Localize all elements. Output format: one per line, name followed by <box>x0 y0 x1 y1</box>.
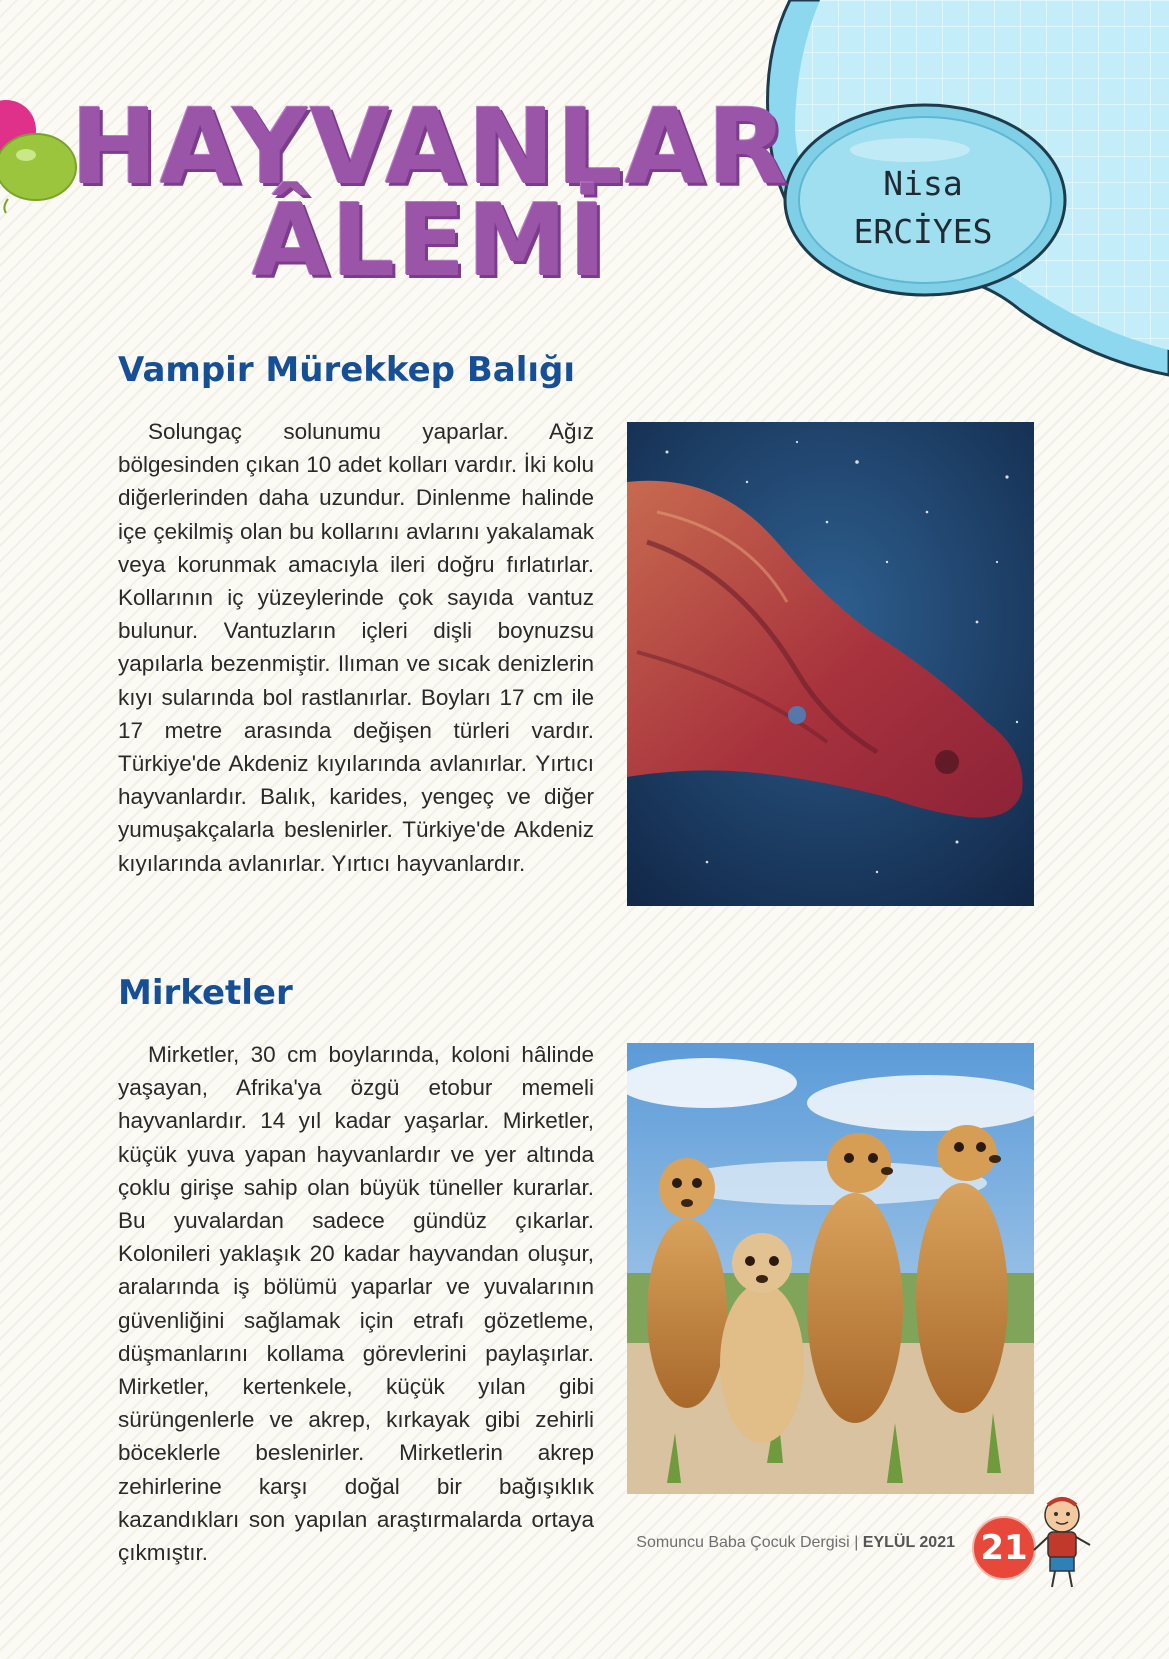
page-title-line2: ÂLEMİ <box>251 182 609 299</box>
section-text-meerkats: Mirketler, 30 cm boylarında, koloni hâlinde yaşayan, Afrika'ya özgü etobur memeli hayvanlardır. 14 yıl kadar yaşarlar. Mirketler, küçük yuva yapan hayvanlardır ve yer altında çoklu girişe sahip olan büyük tüneller kurarlar. Bu yuvalardan sadece gündüz çıkarlar. Kolonileri yaklaşık 20 kadar hayvandan oluşur, aralarında iş bölümü yaparlar ve yuvalarının güvenliğini sağlamak için etrafı gözetleme, düşmanlarını kollama görevlerini paylaşırlar. Mirketler, kertenkele, küçük yılan gibi sürüngenlerle ve akrep, kırkayak gibi zehirli böceklerle beslenirler. Mirketlerin akrep zehirlerine karşı doğal bir bağışıklık kazandıkları son yapılan araştırmalarda ortaya çıkmıştır. <box>118 1042 594 1566</box>
section-heading-squid: Vampir Mürekkep Balığı <box>118 350 575 390</box>
footer-magazine-line <box>560 1534 955 1552</box>
footer-magazine-name: Somuncu Baba Çocuk Dergisi <box>636 1534 850 1551</box>
vampire-squid-photo <box>627 422 1034 906</box>
section-text-squid: Solungaç solunumu yaparlar. Ağız bölgesinden çıkan 10 adet kolları vardır. İki kolu diğerlerinden daha uzundur. Dinlenme halinde içe çekilmiş olan bu kollarını avlarını yakalamak veya korunmak amacıyla ileri doğru fırlatırlar. Kollarının iç yüzeylerinde çok sayıda vantuz bulunur. Vantuzların içleri dişli boynuzsu yapılarla bezenmiştir. Ilıman ve sıcak denizlerin kıyı sularında bol rastlanırlar. Boyları 17 cm ile 17 metre arasında değişen türleri vardır. Türkiye'de Akdeniz kıyılarında avlanırlar. Yırtıcı hayvanlardır. Balık, karides, yengeç ve diğer yumuşakçalarla beslenirler. Türkiye'de Akdeniz kıyılarında avlanırlar. Yırtıcı hayvanlardır. <box>118 419 594 876</box>
meerkats-photo <box>627 1043 1034 1494</box>
footer-issue-date: EYLÜL 2021 <box>862 1534 955 1551</box>
page-title-line1: HAYVANLAR <box>70 86 790 208</box>
footer-separator: | <box>854 1534 859 1551</box>
author-first-name: Nisa <box>883 164 963 203</box>
page-number-badge: 21 <box>972 1516 1036 1580</box>
author-last-name: ERCİYES <box>853 212 993 251</box>
section-heading-meerkats: Mirketler <box>118 973 293 1013</box>
kid-mascot-icon <box>1030 1495 1100 1595</box>
